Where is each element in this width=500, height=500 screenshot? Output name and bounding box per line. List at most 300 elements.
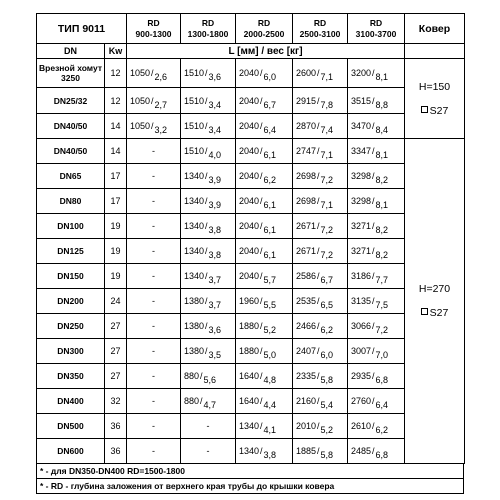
weight-value: 5,8 <box>320 450 334 460</box>
length-value: 2760 <box>351 396 372 406</box>
length-weight-cell <box>348 59 405 88</box>
table-row <box>37 389 465 414</box>
length-weight-cell <box>236 164 293 189</box>
slash-separator: / <box>372 196 375 206</box>
slash-separator: / <box>205 95 208 106</box>
length-weight-cell <box>348 364 405 389</box>
length-weight-cell <box>348 414 405 439</box>
length-value: 2747 <box>296 146 317 156</box>
kw-cell: 17 <box>105 189 127 214</box>
slash-separator: / <box>205 68 208 78</box>
weight-value: 3,9 <box>208 175 222 185</box>
length-weight-cell <box>181 88 236 114</box>
weight-value: 3,7 <box>208 275 222 285</box>
kw-cell: 14 <box>105 114 127 139</box>
slash-separator: / <box>317 221 320 231</box>
length-weight-cell <box>181 264 236 289</box>
slash-separator: / <box>205 196 208 206</box>
table-row <box>37 264 465 289</box>
weight-value: 3,2 <box>154 125 168 135</box>
length-value: 1340 <box>239 421 260 431</box>
length-weight-cell <box>236 389 293 414</box>
header-row-units <box>37 44 465 59</box>
length-value: 2935 <box>351 371 372 381</box>
weight-value: 6,1 <box>263 250 277 260</box>
slash-separator: / <box>260 146 263 156</box>
weight-value: 3,5 <box>208 350 222 360</box>
length-weight-cell <box>348 439 405 464</box>
length-value: 1050 <box>130 95 151 106</box>
length-value: 880 <box>184 371 200 381</box>
length-weight-cell <box>293 364 348 389</box>
weight-value: 5,0 <box>263 350 277 360</box>
slash-separator: / <box>372 68 375 78</box>
weight-value: 7,1 <box>320 200 334 210</box>
weight-value: 5,7 <box>263 275 277 285</box>
slash-separator: / <box>205 346 208 356</box>
length-value: 1640 <box>239 371 260 381</box>
table-row <box>37 88 465 114</box>
weight-value: 6,7 <box>263 99 277 110</box>
length-value: 1340 <box>184 196 205 206</box>
length-weight-cell <box>181 239 236 264</box>
dn-cell: DN100 <box>37 214 105 239</box>
slash-separator: / <box>372 321 375 331</box>
length-weight-cell <box>293 314 348 339</box>
weight-value: 3,9 <box>208 200 222 210</box>
length-value: 1340 <box>239 446 260 456</box>
weight-value: 3,4 <box>208 125 222 135</box>
length-weight-cell <box>236 314 293 339</box>
length-weight-cell <box>236 214 293 239</box>
slash-separator: / <box>151 68 154 78</box>
length-value: 1510 <box>184 68 205 78</box>
length-weight-cell <box>348 214 405 239</box>
weight-value: 5,2 <box>320 425 334 435</box>
slash-separator: / <box>317 171 320 181</box>
table-row <box>37 339 465 364</box>
length-value: 2870 <box>296 121 317 131</box>
rd-col-5: RD 3100-3700 <box>348 14 405 44</box>
notes-block <box>36 464 464 494</box>
empty-cell: - <box>127 314 181 339</box>
length-value: 3271 <box>351 246 372 256</box>
slash-separator: / <box>205 246 208 256</box>
kover-code-text: S27 <box>429 307 449 319</box>
length-weight-cell <box>293 239 348 264</box>
weight-value: 8,1 <box>375 200 389 210</box>
length-value: 2040 <box>239 121 260 131</box>
dn-cell: DN25/32 <box>37 88 105 114</box>
length-weight-cell <box>293 189 348 214</box>
header-row-rd <box>37 14 465 44</box>
kw-cell: 17 <box>105 164 127 189</box>
length-value: 1340 <box>184 221 205 231</box>
length-value: 1880 <box>239 346 260 356</box>
length-weight-cell <box>181 289 236 314</box>
table-row <box>37 59 465 88</box>
length-value: 1380 <box>184 321 205 331</box>
length-weight-cell <box>348 164 405 189</box>
square-icon <box>421 308 428 315</box>
kw-header: Kw <box>105 44 127 59</box>
length-value: 1640 <box>239 396 260 406</box>
weight-value: 5,5 <box>263 300 277 310</box>
weight-value: 4,1 <box>263 425 277 435</box>
kw-cell: 19 <box>105 214 127 239</box>
table-row <box>37 239 465 264</box>
dn-cell: DN200 <box>37 289 105 314</box>
slash-separator: / <box>372 396 375 406</box>
length-value: 1050 <box>130 68 151 78</box>
slash-separator: / <box>151 121 154 131</box>
empty-cell: - <box>127 339 181 364</box>
slash-separator: / <box>372 95 375 106</box>
rd-col-3: RD 2000-2500 <box>236 14 293 44</box>
kover-code <box>405 304 464 322</box>
length-value: 2010 <box>296 421 317 431</box>
length-weight-cell <box>236 114 293 139</box>
dn-cell: DN400 <box>37 389 105 414</box>
weight-value: 3,6 <box>208 72 222 82</box>
length-value: 1050 <box>130 121 151 131</box>
length-weight-cell <box>293 289 348 314</box>
table-row <box>37 189 465 214</box>
length-value: 2040 <box>239 221 260 231</box>
slash-separator: / <box>317 95 320 106</box>
weight-value: 2,7 <box>154 99 168 110</box>
weight-value: 6,7 <box>320 275 334 285</box>
slash-separator: / <box>260 371 263 381</box>
spec-sheet <box>36 13 465 494</box>
length-weight-cell <box>236 364 293 389</box>
dn-cell: DN40/50 <box>37 114 105 139</box>
slash-separator: / <box>372 271 375 281</box>
length-weight-cell <box>181 389 236 414</box>
kw-cell: 27 <box>105 364 127 389</box>
slash-separator: / <box>260 95 263 106</box>
weight-value: 7,1 <box>320 150 334 160</box>
empty-cell: - <box>127 214 181 239</box>
table-row <box>37 314 465 339</box>
kw-cell: 19 <box>105 264 127 289</box>
length-weight-cell <box>236 88 293 114</box>
weight-value: 7,5 <box>375 300 389 310</box>
length-value: 3186 <box>351 271 372 281</box>
kw-cell: 12 <box>105 88 127 114</box>
weight-value: 7,8 <box>320 99 334 110</box>
kover-code-text: S27 <box>429 104 449 117</box>
weight-value: 8,2 <box>375 225 389 235</box>
slash-separator: / <box>372 246 375 256</box>
length-weight-cell <box>236 264 293 289</box>
length-value: 2407 <box>296 346 317 356</box>
length-value: 3135 <box>351 296 372 306</box>
length-value: 1880 <box>239 321 260 331</box>
weight-value: 3,6 <box>208 325 222 335</box>
slash-separator: / <box>200 371 203 381</box>
weight-value: 5,4 <box>320 400 334 410</box>
length-weight-cell <box>127 88 181 114</box>
weight-value: 3,8 <box>208 225 222 235</box>
length-value: 1885 <box>296 446 317 456</box>
length-weight-cell <box>236 339 293 364</box>
length-weight-cell <box>181 339 236 364</box>
weight-value: 6,4 <box>263 125 277 135</box>
length-weight-cell <box>181 364 236 389</box>
length-value: 3200 <box>351 68 372 78</box>
slash-separator: / <box>205 321 208 331</box>
length-value: 2535 <box>296 296 317 306</box>
units-header: L [мм] / вес [кг] <box>127 44 405 59</box>
length-weight-cell <box>236 139 293 164</box>
kw-cell: 27 <box>105 314 127 339</box>
length-value: 1340 <box>184 271 205 281</box>
slash-separator: / <box>260 346 263 356</box>
weight-value: 6,2 <box>320 325 334 335</box>
length-weight-cell <box>293 114 348 139</box>
weight-value: 8,2 <box>375 175 389 185</box>
length-weight-cell <box>348 239 405 264</box>
dn-cell: DN150 <box>37 264 105 289</box>
empty-cell: - <box>127 164 181 189</box>
weight-value: 6,5 <box>320 300 334 310</box>
slash-separator: / <box>317 371 320 381</box>
type-label: ТИП 9011 <box>37 14 127 44</box>
length-value: 880 <box>184 396 200 406</box>
length-value: 3007 <box>351 346 372 356</box>
weight-value: 4,0 <box>208 150 222 160</box>
weight-value: 7,7 <box>375 275 389 285</box>
dn-cell: DN300 <box>37 339 105 364</box>
empty-cell: - <box>127 139 181 164</box>
length-value: 3515 <box>351 95 372 106</box>
length-weight-cell <box>348 114 405 139</box>
slash-separator: / <box>317 246 320 256</box>
weight-value: 5,2 <box>263 325 277 335</box>
note-2: * - RD - глубина заложения от верхнего края трубы до крышки ковера <box>37 478 463 493</box>
weight-value: 3,8 <box>263 450 277 460</box>
kover-height: H=150 <box>418 80 451 93</box>
slash-separator: / <box>317 396 320 406</box>
spec-table <box>36 13 465 464</box>
slash-separator: / <box>260 321 263 331</box>
weight-value: 3,7 <box>208 300 222 310</box>
weight-value: 7,1 <box>320 72 334 82</box>
length-value: 1340 <box>184 171 205 181</box>
kover-height: H=270 <box>418 283 451 295</box>
length-weight-cell <box>236 59 293 88</box>
length-weight-cell <box>236 189 293 214</box>
kw-cell: 36 <box>105 414 127 439</box>
weight-value: 7,2 <box>375 325 389 335</box>
slash-separator: / <box>151 95 154 106</box>
weight-value: 6,0 <box>263 72 277 82</box>
length-weight-cell <box>127 59 181 88</box>
weight-value: 7,2 <box>320 250 334 260</box>
slash-separator: / <box>260 446 263 456</box>
length-weight-cell <box>348 289 405 314</box>
length-value: 2040 <box>239 146 260 156</box>
weight-value: 7,2 <box>320 225 334 235</box>
slash-separator: / <box>205 271 208 281</box>
slash-separator: / <box>317 346 320 356</box>
dn-cell: DN80 <box>37 189 105 214</box>
length-weight-cell <box>181 214 236 239</box>
length-weight-cell <box>293 214 348 239</box>
length-weight-cell <box>293 164 348 189</box>
weight-value: 8,4 <box>375 125 389 135</box>
slash-separator: / <box>260 121 263 131</box>
length-value: 2698 <box>296 171 317 181</box>
slash-separator: / <box>317 271 320 281</box>
length-value: 2671 <box>296 246 317 256</box>
length-weight-cell <box>236 439 293 464</box>
slash-separator: / <box>260 196 263 206</box>
length-value: 2040 <box>239 171 260 181</box>
empty-cell: - <box>127 364 181 389</box>
weight-value: 4,8 <box>263 375 277 385</box>
weight-value: 7,0 <box>375 350 389 360</box>
weight-value: 5,6 <box>203 375 217 385</box>
length-value: 1960 <box>239 296 260 306</box>
length-weight-cell <box>293 88 348 114</box>
note-1: * - для DN350-DN400 RD=1500-1800 <box>40 466 185 476</box>
length-value: 2698 <box>296 196 317 206</box>
slash-separator: / <box>317 196 320 206</box>
slash-separator: / <box>372 171 375 181</box>
weight-value: 6,2 <box>375 425 389 435</box>
weight-value: 6,0 <box>320 350 334 360</box>
table-row <box>37 289 465 314</box>
slash-separator: / <box>317 121 320 131</box>
slash-separator: / <box>205 171 208 181</box>
slash-separator: / <box>205 296 208 306</box>
length-weight-cell <box>181 164 236 189</box>
empty-cell: - <box>181 439 236 464</box>
kw-cell: 14 <box>105 139 127 164</box>
slash-separator: / <box>260 246 263 256</box>
slash-separator: / <box>372 221 375 231</box>
rd-col-4: RD 2500-3100 <box>293 14 348 44</box>
empty-cell: - <box>127 264 181 289</box>
slash-separator: / <box>317 146 320 156</box>
length-value: 1380 <box>184 346 205 356</box>
empty-cell: - <box>127 289 181 314</box>
weight-value: 6,1 <box>263 225 277 235</box>
slash-separator: / <box>260 396 263 406</box>
weight-value: 4,7 <box>203 400 217 410</box>
length-weight-cell <box>348 189 405 214</box>
slash-separator: / <box>260 421 263 431</box>
table-row <box>37 214 465 239</box>
weight-value: 6,8 <box>375 375 389 385</box>
slash-separator: / <box>317 446 320 456</box>
slash-separator: / <box>317 68 320 78</box>
kw-cell: 36 <box>105 439 127 464</box>
length-value: 1340 <box>184 246 205 256</box>
length-weight-cell <box>127 114 181 139</box>
empty-cell: - <box>181 414 236 439</box>
slash-separator: / <box>205 221 208 231</box>
table-row <box>37 364 465 389</box>
dn-cell: DN350 <box>37 364 105 389</box>
weight-value: 6,8 <box>375 450 389 460</box>
length-weight-cell <box>181 189 236 214</box>
slash-separator: / <box>260 296 263 306</box>
table-row <box>37 414 465 439</box>
weight-value: 8,1 <box>375 150 389 160</box>
length-weight-cell <box>348 139 405 164</box>
length-value: 3347 <box>351 146 372 156</box>
slash-separator: / <box>317 296 320 306</box>
length-value: 3271 <box>351 221 372 231</box>
slash-separator: / <box>372 346 375 356</box>
length-weight-cell <box>348 264 405 289</box>
length-value: 2586 <box>296 271 317 281</box>
length-value: 2485 <box>351 446 372 456</box>
slash-separator: / <box>317 421 320 431</box>
length-weight-cell <box>236 239 293 264</box>
kover-header: Ковер <box>405 14 465 44</box>
length-value: 2600 <box>296 68 317 78</box>
length-weight-cell <box>348 88 405 114</box>
rd-col-2: RD 1300-1800 <box>181 14 236 44</box>
kover-header-blank <box>405 44 465 59</box>
kw-cell: 27 <box>105 339 127 364</box>
weight-value: 3,8 <box>208 250 222 260</box>
weight-value: 6,2 <box>263 175 277 185</box>
length-weight-cell <box>236 289 293 314</box>
length-weight-cell <box>348 314 405 339</box>
length-value: 1510 <box>184 121 205 131</box>
weight-value: 4,4 <box>263 400 277 410</box>
weight-value: 2,6 <box>154 72 168 82</box>
weight-value: 6,1 <box>263 150 277 160</box>
weight-value: 8,8 <box>375 99 389 110</box>
slash-separator: / <box>260 68 263 78</box>
weight-value: 6,1 <box>263 200 277 210</box>
length-weight-cell <box>293 339 348 364</box>
slash-separator: / <box>372 146 375 156</box>
slash-separator: / <box>200 396 203 406</box>
weight-value: 5,8 <box>320 375 334 385</box>
length-value: 1510 <box>184 95 205 106</box>
slash-separator: / <box>372 421 375 431</box>
length-value: 3066 <box>351 321 372 331</box>
length-value: 2040 <box>239 196 260 206</box>
slash-separator: / <box>260 271 263 281</box>
length-weight-cell <box>348 339 405 364</box>
dn-cell: DN600 <box>37 439 105 464</box>
kw-cell: 19 <box>105 239 127 264</box>
length-weight-cell <box>293 414 348 439</box>
weight-value: 8,1 <box>375 72 389 82</box>
length-value: 3298 <box>351 171 372 181</box>
weight-value: 8,2 <box>375 250 389 260</box>
length-weight-cell <box>293 59 348 88</box>
weight-value: 6,4 <box>375 400 389 410</box>
length-value: 2915 <box>296 95 317 106</box>
dn-cell: DN40/50 <box>37 139 105 164</box>
length-value: 2040 <box>239 95 260 106</box>
dn-cell: Врезной хомут 3250 <box>37 59 105 88</box>
dn-cell: DN250 <box>37 314 105 339</box>
slash-separator: / <box>372 446 375 456</box>
dn-cell: DN65 <box>37 164 105 189</box>
square-icon <box>421 106 428 113</box>
weight-value: 7,4 <box>320 125 334 135</box>
